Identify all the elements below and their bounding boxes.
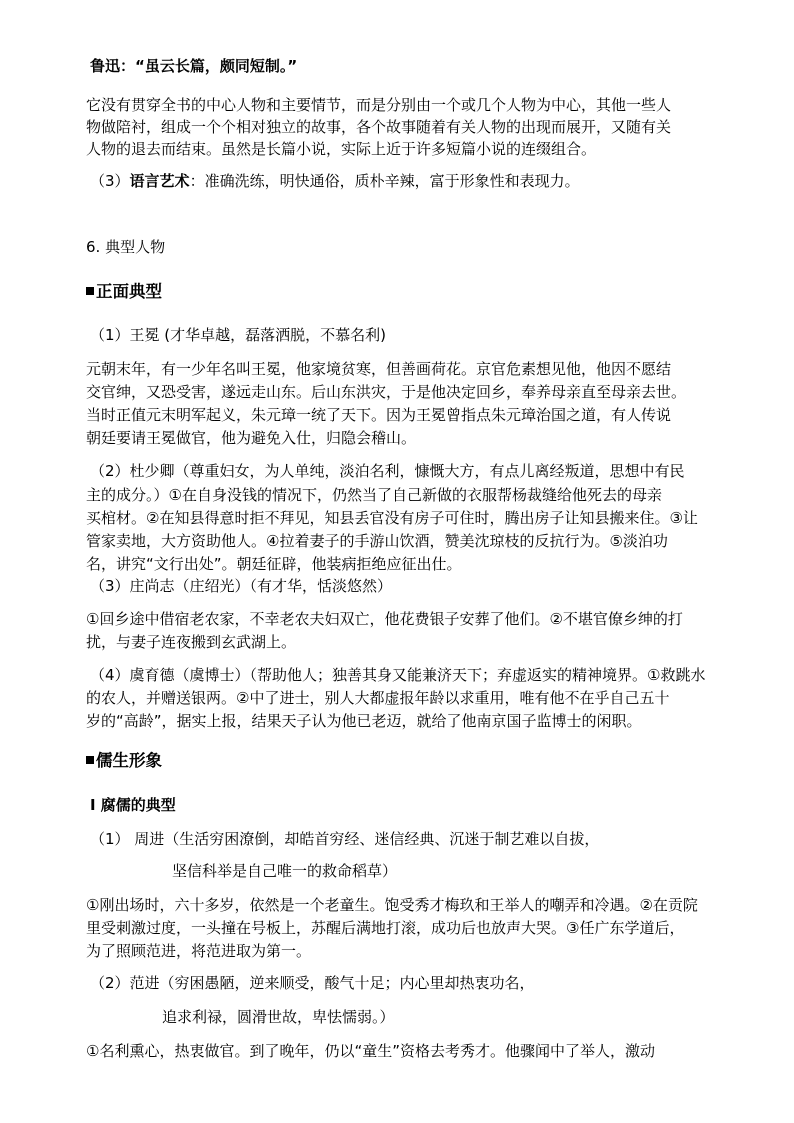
subheading-zhou-jin: （1） 周进（生活穷困潦倒，却皓首穷经、迷信经典、沉迷于制艺难以自拔， — [90, 830, 600, 848]
paragraph-line: 人物的退去而结束。虽然是长篇小说，实际上近于许多短篇小说的连缀组合。 — [86, 140, 597, 158]
paragraph-line: 它没有贯穿全书的中心人物和主要情节，而是分别由一个或几个人物为中心，其他一些人 — [86, 96, 672, 114]
paragraph-line: 管家卖地，大方资助他人。④拉着妻子的手游山饮酒，赞美沈琼枝的反抗行为。⑤淡泊功 — [86, 532, 668, 550]
paragraph-line: 交官绅，又恐受害，遂远走山东。后山东洪灾，于是他决定回乡，奉养母亲直至母亲去世。 — [86, 383, 687, 401]
paragraph-line: 为了照顾范进，将范进取为第一。 — [86, 942, 312, 960]
subheading-zhuang-shangzhi: （3）庄尚志（庄绍光）（有才华，恬淡悠然） — [90, 577, 393, 595]
paragraph-line: 朝廷要请王冕做官，他为避免入仕，归隐会稽山。 — [86, 429, 417, 447]
section-heading-typical-characters: 6. 典型人物 — [86, 238, 166, 256]
subheading-fan-jin-cont: 追求利禄，圆滑世故，卑怯懦弱。） — [162, 1008, 395, 1026]
subheading-wang-mian: （1）王冕 (才华卓越，磊落洒脱，不慕名利) — [90, 326, 387, 344]
paragraph-line: 岁的“高龄”，据实上报，结果天子认为他已老迈，就给了他南京国子监博士的闲职。 — [86, 712, 642, 730]
paragraph-line: 元朝末年，有一少年名叫王冕，他家境贫寒，但善画荷花。京官危素想见他，他因不愿结 — [86, 360, 672, 378]
paragraph-line: ①刚出场时，六十多岁，依然是一个老童生。饱受秀才梅玖和王举人的嘲弄和冷遇。②在贡院 — [86, 896, 698, 914]
square-bullet-icon — [86, 756, 94, 764]
subheading-zhou-jin-cont: 坚信科举是自己唯一的救命稻草） — [172, 862, 398, 880]
heading-confucian-images: 儒生形象 — [86, 750, 162, 772]
paragraph-line: 的农人，并赠送银两。②中了进士，别人大都虚报年龄以求重用，唯有他不在乎自己五十 — [86, 689, 670, 707]
heading-positive-typical: 正面典型 — [86, 281, 162, 303]
paragraph-line: 当时正值元末明军起义，朱元璋一统了天下。因为王冕曾指点朱元璋治国之道，有人传说 — [86, 406, 672, 424]
language-art-label: 语言艺术 — [129, 172, 190, 190]
subheading-fan-jin: （2）范进（穷困愚陋，逆来顺受，酸气十足；内心里却热衷功名， — [90, 974, 535, 992]
paragraph-line: ①回乡途中借宿老农家，不幸老农夫妇双亡，他花费银子安葬了他们。②不堪官僚乡绅的打 — [86, 610, 683, 628]
language-art-text: ：准确洗练，明快通俗，质朴辛辣，富于形象性和表现力。 — [189, 172, 580, 190]
paragraph-line: 物做陪衬，组成一个个相对独立的故事，各个故事随着有关人物的出现而展开，又随有关 — [86, 118, 672, 136]
subheading-yu-yude: （4）虞育德（虞博士）（帮助他人；独善其身又能兼济天下；弃虚返实的精神境界。①救跳水 — [90, 666, 706, 684]
paragraph-line: 买棺材。②在知县得意时拒不拜见，知县丢官没有房子可住时，腾出房子让知县搬来住。③让 — [86, 509, 698, 527]
paragraph-line: ①名利熏心，热衷做官。到了晚年，仍以“童生”资格去考秀才。他骤闻中了举人，激动 — [86, 1042, 655, 1060]
language-art-line — [90, 170, 580, 192]
paragraph-line: 扰，与妻子连夜搬到玄武湖上。 — [86, 633, 297, 651]
paragraph-line: 里受刺激过度，一头撞在号板上，苏醒后满地打滚，成功后也放声大哭。③任广东学道后， — [86, 919, 685, 937]
subheading-du-shaoqing: （2）杜少卿（尊重妇女，为人单纯，淡泊名利，慷慨大方，有点儿离经叛道，思想中有民 — [90, 462, 685, 480]
paragraph-line: 名，讲究“文行出处”。朝廷征辟，他装病拒绝应征出仕。 — [86, 555, 462, 573]
lu-xun-quote: 鲁迅：“虽云长篇，颇同短制。” — [90, 57, 298, 75]
paragraph-line: 主的成分。）①在自身没钱的情况下，仍然当了自己新做的衣服帮杨裁缝给他死去的母亲 — [86, 486, 662, 504]
subheading-pedant-typical: Ⅰ 腐儒的典型 — [90, 796, 176, 814]
square-bullet-icon — [86, 287, 94, 295]
item-number: （3） — [90, 172, 130, 190]
